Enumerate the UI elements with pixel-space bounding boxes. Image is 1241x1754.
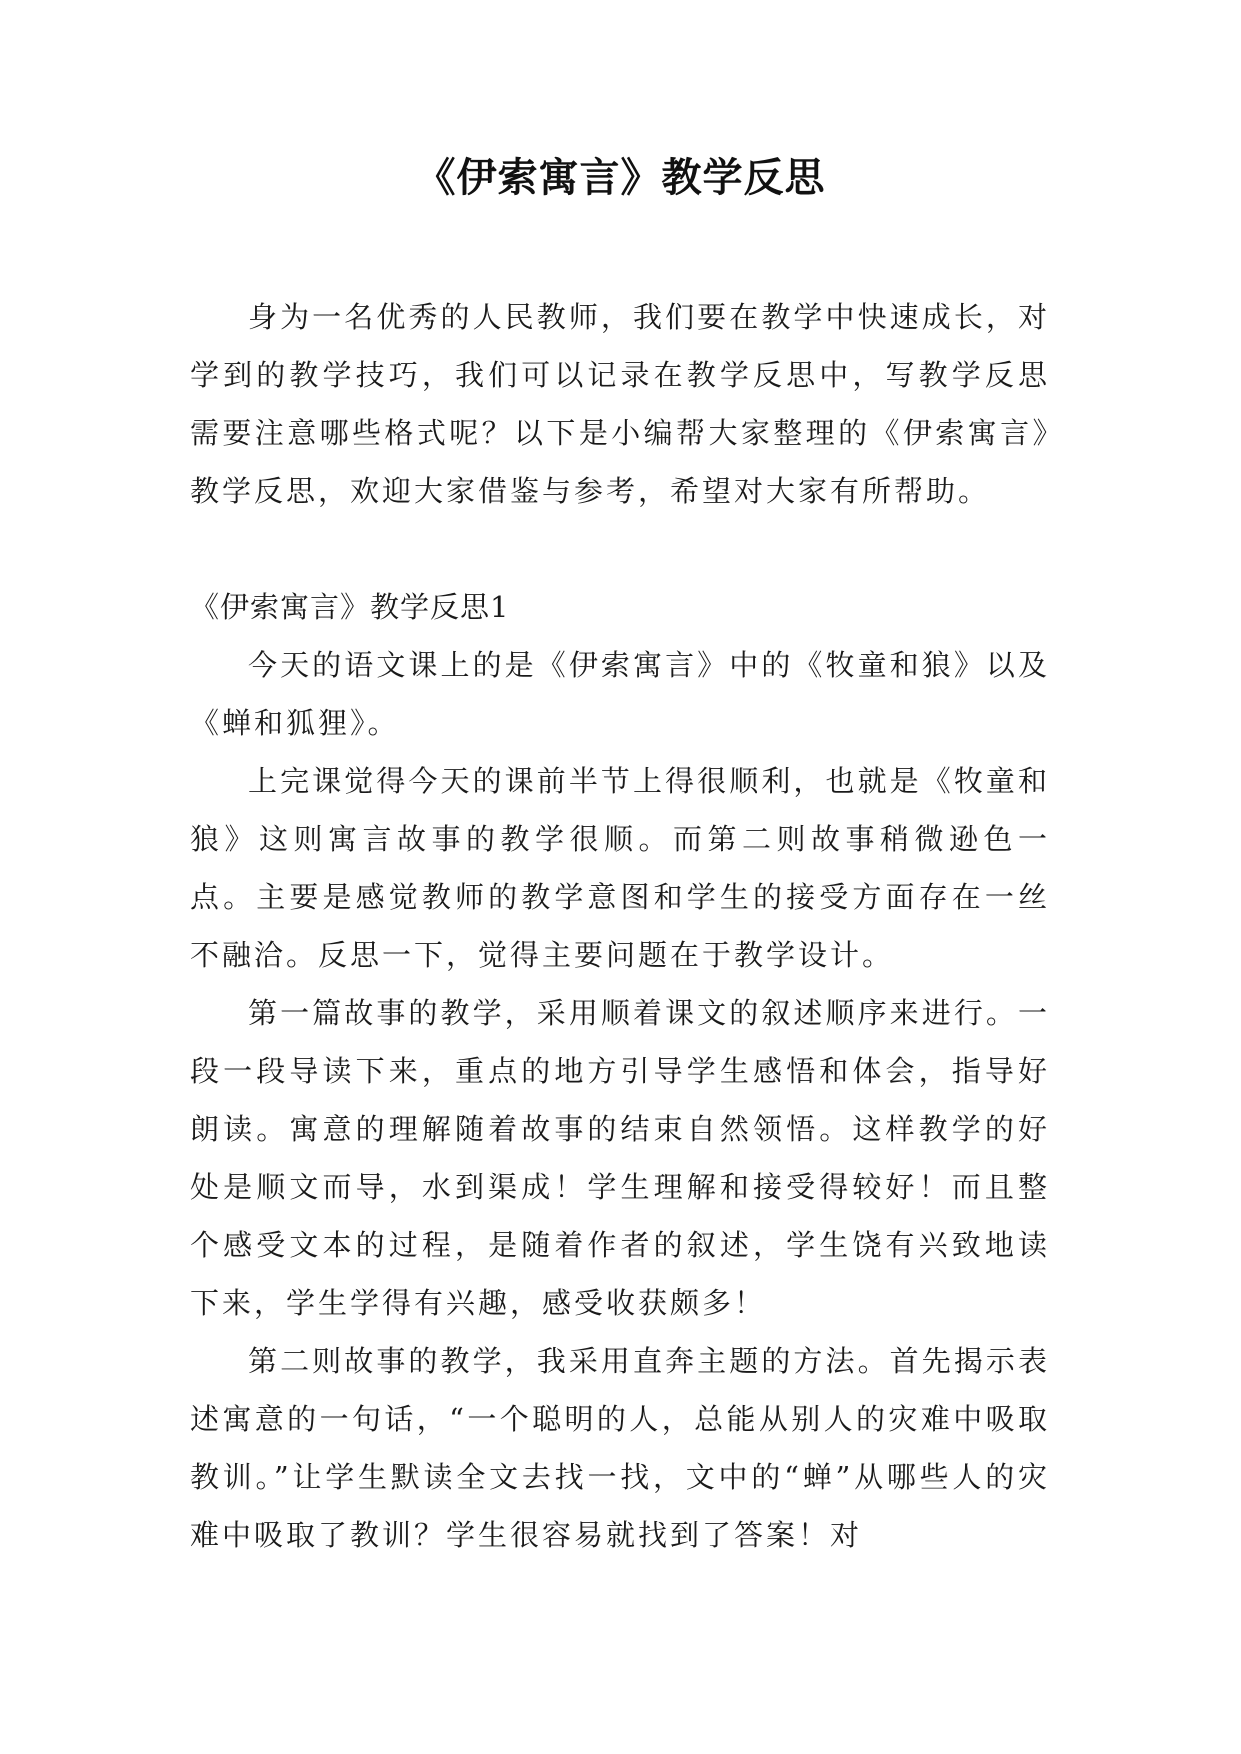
document-title: 《伊索寓言》教学反思 bbox=[415, 155, 826, 201]
document-body bbox=[190, 288, 1050, 1564]
body-paragraph-4: 第二则故事的教学，我采用直奔主题的方法。首先揭示表述寓意的一句话，“一个聪明的人，总能从别人的灾难中吸取教训。”让学生默读全文去找一找，文中的“蝉”从哪些人的灾难中吸取了教训？学生很容易就找到了答案！对 bbox=[190, 1344, 1050, 1552]
body-paragraph-1: 今天的语文课上的是《伊索寓言》中的《牧童和狼》以及《蝉和狐狸》。 bbox=[190, 648, 1050, 740]
intro-paragraph: 身为一名优秀的人民教师，我们要在教学中快速成长，对学到的教学技巧，我们可以记录在教学反思中，写教学反思需要注意哪些格式呢？以下是小编帮大家整理的《伊索寓言》教学反思，欢迎大家借鉴与参考，希望对大家有所帮助。 bbox=[190, 300, 1050, 508]
body-paragraph-2: 上完课觉得今天的课前半节上得很顺利，也就是《牧童和狼》这则寓言故事的教学很顺。而第二则故事稍微逊色一点。主要是感觉教师的教学意图和学生的接受方面存在一丝不融洽。反思一下，觉得主要问题在于教学设计。 bbox=[190, 764, 1050, 972]
body-paragraph-3: 第一篇故事的教学，采用顺着课文的叙述顺序来进行。一段一段导读下来，重点的地方引导学生感悟和体会，指导好朗读。寓意的理解随着故事的结束自然领悟。这样教学的好处是顺文而导，水到渠成！学生理解和接受得较好！而且整个感受文本的过程，是随着作者的叙述，学生饶有兴致地读下来，学生学得有兴趣，感受收获颇多！ bbox=[190, 996, 1050, 1320]
section-heading: 《伊索寓言》教学反思1 bbox=[190, 590, 510, 624]
